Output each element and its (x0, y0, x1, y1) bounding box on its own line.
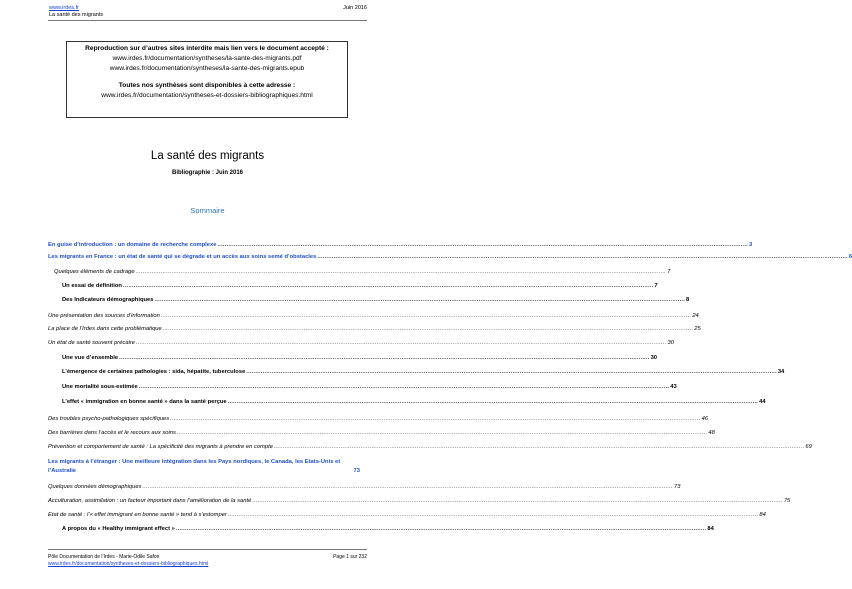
toc-entry[interactable]: Quelques éléments de cadrage ..... 7 (54, 269, 360, 275)
header-date: Juin 2016 (343, 5, 367, 11)
toc-entry[interactable]: A propos du « Healthy immigrant effect » ..... 84 (62, 526, 360, 532)
toc-entry[interactable]: L’émergence de certaines pathologies : sida, hépatite, tuberculose ..... 34 (62, 369, 360, 375)
footer-credit: Pôle Documentation de l’Irdes - Marie-Odile Safon (48, 554, 160, 560)
notice-pdf-link[interactable]: www.irdes.fr/documentation/syntheses/la-sante-des-migrants.pdf (112, 55, 302, 62)
toc-entry[interactable]: Etat de santé : l’« effet immigrant en bonne santé » tend à s’estomper ..... 84 (48, 512, 360, 518)
notice-epub-link[interactable]: www.irdes.fr/documentation/syntheses/la-sante-des-migrants.epub (109, 65, 305, 72)
toc-entry[interactable]: Des troubles psycho-pathologiques spécifiques ..... 46 (48, 416, 360, 422)
toc-entry[interactable]: Des Indicateurs démographiques ..... 8 (62, 297, 360, 303)
toc-entry[interactable]: Les migrants en France : un état de santé qui se dégrade et un accès aux soins semé d’obstacles ..... 6 (48, 254, 360, 260)
page-number: Page 1 sur 232 (333, 554, 367, 560)
header-title: La santé des migrants (49, 12, 104, 18)
footer-divider (48, 549, 367, 550)
toc-entry[interactable]: En guise d’introduction : un domaine de recherche complexe ..... 3 (48, 242, 360, 248)
notice-line-1: Reproduction sur d’autres sites interdite mais lien vers le document accepté : (85, 45, 329, 52)
toc-entry-wrapped[interactable]: Les migrants à l’étranger : Une meilleure intégration dans les Pays nordiques, le Canada, les Etats-Unis et l’Australie 73 (48, 459, 360, 474)
toc-entry[interactable]: Un essai de définition ..... 7 (62, 283, 360, 289)
header-link[interactable]: www.irdes.fr (49, 5, 79, 11)
toc-entry[interactable]: Prévention et comportement de santé : La spécificité des migrants à prendre en compte ..... 69 (48, 444, 360, 450)
toc-entry[interactable]: Un état de santé souvent précaire ..... 30 (48, 340, 360, 346)
document-title: La santé des migrants (150, 150, 265, 162)
toc-entry[interactable]: Une mortalité sous-estimée ..... 43 (62, 384, 360, 390)
toc-heading: Sommaire (190, 206, 225, 215)
toc-entry[interactable]: Quelques données démographiques ..... 73 (48, 484, 360, 490)
notice-line-4: Toutes nos synthèses sont disponibles à cette adresse : (118, 82, 296, 89)
toc-entry[interactable]: Acculturation, assimilation : un facteur important dans l’amélioration de la santé ..... 75 (48, 498, 360, 504)
toc-entry[interactable]: Des barrières dans l’accès et le recours aux soins ..... 48 (48, 430, 360, 436)
notice-syntheses-link[interactable]: www.irdes.fr/documentation/syntheses-et-dossiers-bibliographiques.html (101, 92, 313, 99)
toc-entry[interactable]: Une présentation des sources d’information ..... 24 (48, 313, 360, 319)
reproduction-notice-box (66, 41, 348, 118)
toc-entry[interactable]: Une vue d’ensemble ..... 30 (62, 355, 360, 361)
toc-entry[interactable]: L’effet « immigration en bonne santé » dans la santé perçue ..... 44 (62, 399, 360, 405)
footer-link[interactable]: www.irdes.fr/documentation/syntheses-et-dossiers-bibliographiques.html (48, 561, 209, 567)
document-subtitle: Bibliographie : Juin 2016 (171, 170, 243, 176)
toc-entry[interactable]: La place de l’Irdes dans cette problématique ..... 25 (48, 326, 360, 332)
header-divider (48, 20, 367, 21)
